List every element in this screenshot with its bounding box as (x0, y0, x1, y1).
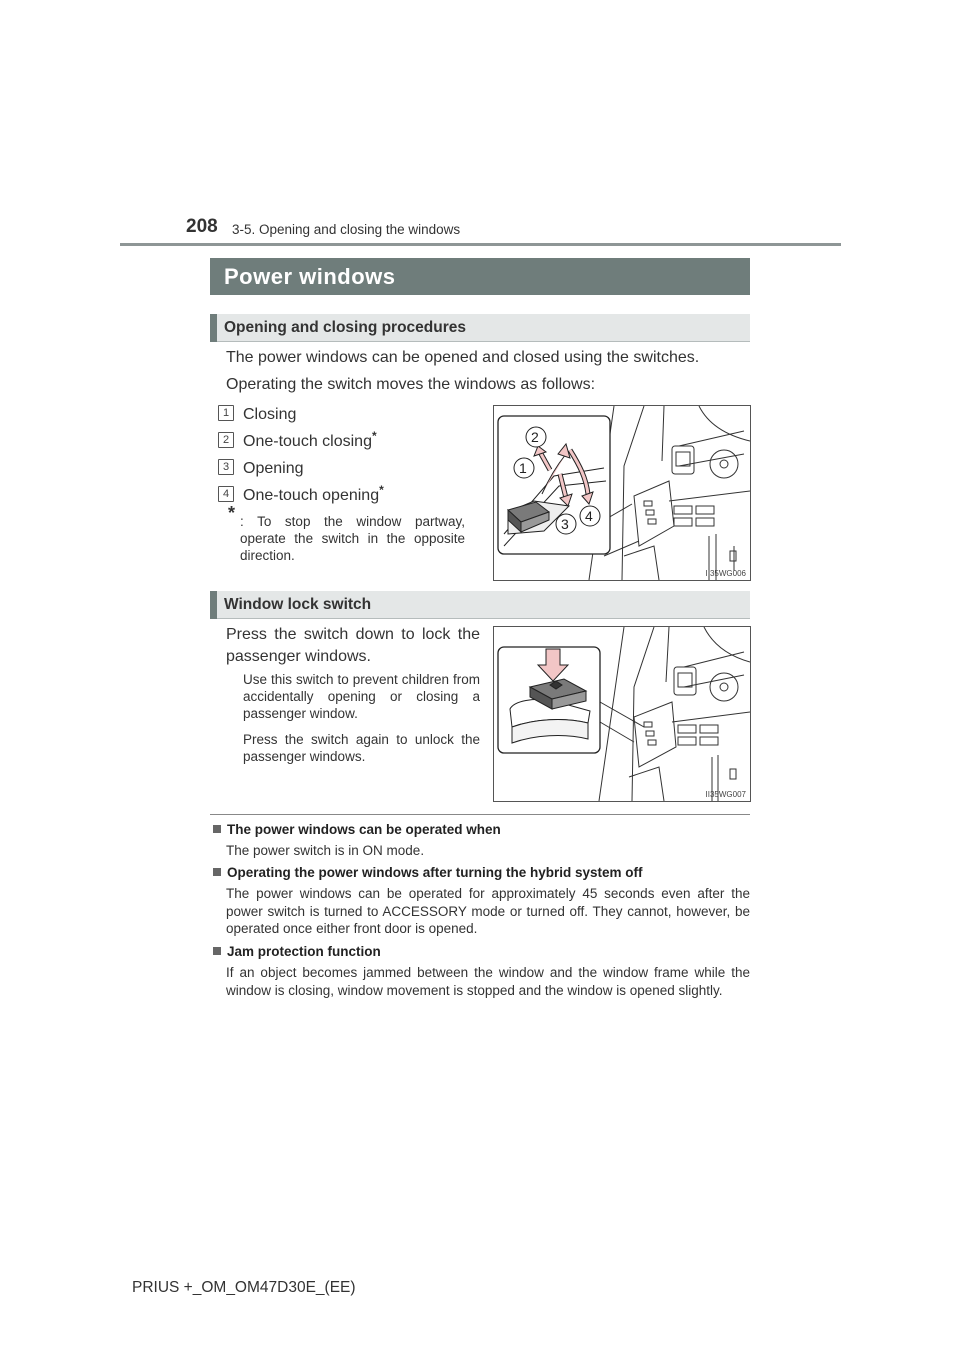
section-divider (210, 814, 750, 815)
item-number-1: 1 (218, 405, 234, 421)
figure-window-lock-switch (493, 626, 751, 802)
bullet-square-icon (213, 868, 221, 876)
item-number-4: 4 (218, 486, 234, 502)
callout-3: 3 (561, 516, 569, 532)
callout-4: 4 (585, 508, 593, 524)
figure-window-switches (493, 405, 751, 581)
running-header: 3-5. Opening and closing the windows (232, 222, 461, 237)
note-heading-after-hybrid-off: Operating the power windows after turning the hybrid system off (213, 865, 643, 880)
item-label-one-touch-opening: One-touch opening* (243, 483, 384, 504)
section2-accent (210, 591, 217, 619)
figure1-code: II35WG006 (705, 569, 746, 578)
section1-accent (210, 314, 217, 342)
section1-intro-1: The power windows can be opened and closed using the switches. (226, 349, 700, 366)
section2-text: Press the switch down to lock the passenger windows. (226, 626, 480, 665)
note-text-operable-when: The power switch is in ON mode. (226, 843, 425, 858)
figure2-code: II35WG007 (705, 790, 746, 799)
footnote-text: : To stop the window partway, operate the switch in the opposite direction. (240, 514, 465, 563)
item-number-2: 2 (218, 432, 234, 448)
footnote-mark: * (228, 503, 236, 523)
bullet-square-icon (213, 947, 221, 955)
section1-intro-2: Operating the switch moves the windows as follows: (226, 376, 596, 393)
callout-2: 2 (531, 429, 539, 445)
item-number-3: 3 (218, 459, 234, 475)
header-rule (120, 243, 841, 246)
window-switch-illustration (494, 406, 750, 580)
item-label-one-touch-closing: One-touch closing* (243, 429, 377, 450)
page-number: 208 (186, 216, 218, 237)
note-text-after-hybrid-off: The power windows can be operated for approximately 45 seconds even after the power switch is turned to ACCESSORY mode or turned off. They cannot, however, be operated once either front door is opened. (226, 886, 750, 936)
section1-heading: Opening and closing procedures (224, 319, 467, 336)
note-heading-operable-when: The power windows can be operated when (213, 822, 501, 837)
section2-note-2: Press the switch again to unlock the passenger windows. (243, 732, 480, 764)
callout-1: 1 (519, 460, 527, 476)
bullet-square-icon (213, 825, 221, 833)
document-footer: PRIUS +_OM_OM47D30E_(EE) (132, 1279, 356, 1296)
section2-note-1: Use this switch to prevent children from accidentally opening or closing a passenger window. (243, 672, 480, 721)
item-label-opening: Opening (243, 460, 304, 477)
note-text-jam-protection: If an object becomes jammed between the window and the window frame while the window is closing, window movement is stopped and the window is opened slightly. (226, 965, 750, 998)
window-lock-illustration (494, 627, 750, 801)
section2-heading: Window lock switch (224, 596, 372, 613)
note-heading-jam-protection: Jam protection function (213, 944, 381, 959)
page-title: Power windows (224, 264, 396, 289)
item-label-closing: Closing (243, 406, 297, 423)
